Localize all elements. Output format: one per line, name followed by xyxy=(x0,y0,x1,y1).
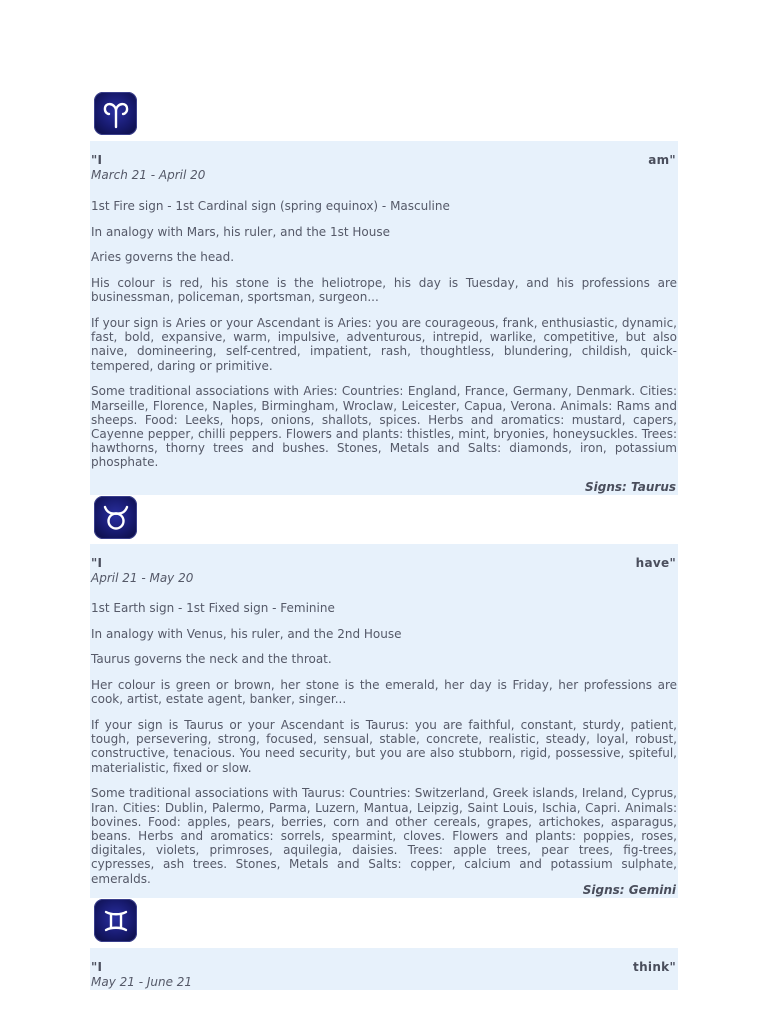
sign-dates: May 21 - June 21 xyxy=(91,975,193,989)
sign-description xyxy=(91,601,677,897)
sign-paragraph: If your sign is Taurus or your Ascendant is Taurus: you are faithful, constant, sturdy, patient, tough, persevering, strong, focused, sensual, stable, concrete, realistic, steady, loyal, robust, constructive, tenacious. You need security, but you are also stubborn, rigid, possessive, spiteful, materialistic, fixed or slow. xyxy=(91,718,677,775)
sign-paragraph: 1st Fire sign - 1st Cardinal sign (spring equinox) - Masculine xyxy=(91,199,450,213)
sign-dates: April 21 - May 20 xyxy=(91,571,194,585)
aries-icon xyxy=(94,92,137,135)
gemini-icon xyxy=(94,899,137,942)
motto-right: am" xyxy=(648,153,676,167)
motto-left: "I xyxy=(91,153,103,167)
sign-panel-gemini xyxy=(90,948,678,990)
motto-right: have" xyxy=(635,556,676,570)
next-sign-link[interactable]: Signs: Taurus xyxy=(584,480,676,494)
sign-motto xyxy=(90,556,678,572)
sign-paragraph: 1st Earth sign - 1st Fixed sign - Feminine xyxy=(91,601,335,615)
sign-dates: March 21 - April 20 xyxy=(91,168,206,182)
taurus-icon xyxy=(94,496,137,539)
sign-paragraph: In analogy with Venus, his ruler, and the 2nd House xyxy=(91,626,402,641)
sign-panel-taurus xyxy=(90,544,678,898)
sign-motto xyxy=(90,153,678,169)
motto-left: "I xyxy=(91,556,103,570)
sign-paragraph: Her colour is green or brown, her stone is the emerald, her day is Friday, her professions are cook, artist, estate agent, banker, singer... xyxy=(91,678,677,707)
sign-paragraph: Aries governs the head. xyxy=(91,250,235,265)
motto-right: think" xyxy=(633,960,676,974)
sign-motto xyxy=(90,960,678,976)
sign-paragraph: Some traditional associations with Aries: Countries: England, France, Germany, Denmark. Cities: Marseille, Florence, Naples, Birmingham, Wroclaw, Leicester, Capua, Verona. Animals: Rams and sheeps. Food: Leeks, hops, onions, shallots, spices. Herbs and aromatics: mustard, capers, Cayenne pepper, chilli peppers. Flowers and plants: thistles, mint, bryonies, honeysuckles. Trees: hawthorns, thorny trees and bushes. Stones, Metals and Salts: diamonds, iron, potassium phosphate. xyxy=(91,384,677,470)
sign-paragraph: Some traditional associations with Taurus: Countries: Switzerland, Greek islands, Ireland, Cyprus, Iran. Cities: Dublin, Palermo, Parma, Luzern, Mantua, Leipzig, Saint Louis, Ischia, Capri. Animals: bovines. Food: apples, pears, berries, corn and other cereals, grapes, artichokes, asparagus, beans. Herbs and aromatics: sorrels, spearmint, cloves. Flowers and plants: poppies, roses, digitales, violets, primroses, aquilegia, daisies. Trees: apple trees, pear trees, fig-trees, cypresses, ash trees. Stones, Metals and Salts: copper, calcium and potassium sulphate, emeralds. xyxy=(91,786,677,886)
sign-panel-aries xyxy=(90,141,678,495)
motto-left: "I xyxy=(91,960,103,974)
next-sign-link[interactable]: Signs: Gemini xyxy=(582,883,676,897)
sign-paragraph: His colour is red, his stone is the heliotrope, his day is Tuesday, and his professions are businessman, policeman, sportsman, surgeon... xyxy=(91,276,677,305)
sign-paragraph: If your sign is Aries or your Ascendant is Aries: you are courageous, frank, enthusiastic, dynamic, fast, bold, expansive, warm, impulsive, adventurous, intrepid, warlike, competitive, but also naive, domineering, self-centred, impatient, rash, thoughtless, blundering, childish, quick-tempered, daring or primitive. xyxy=(91,316,677,373)
sign-paragraph: Taurus governs the neck and the throat. xyxy=(91,652,332,667)
sign-description xyxy=(91,199,677,481)
sign-paragraph: In analogy with Mars, his ruler, and the 1st House xyxy=(91,224,391,239)
